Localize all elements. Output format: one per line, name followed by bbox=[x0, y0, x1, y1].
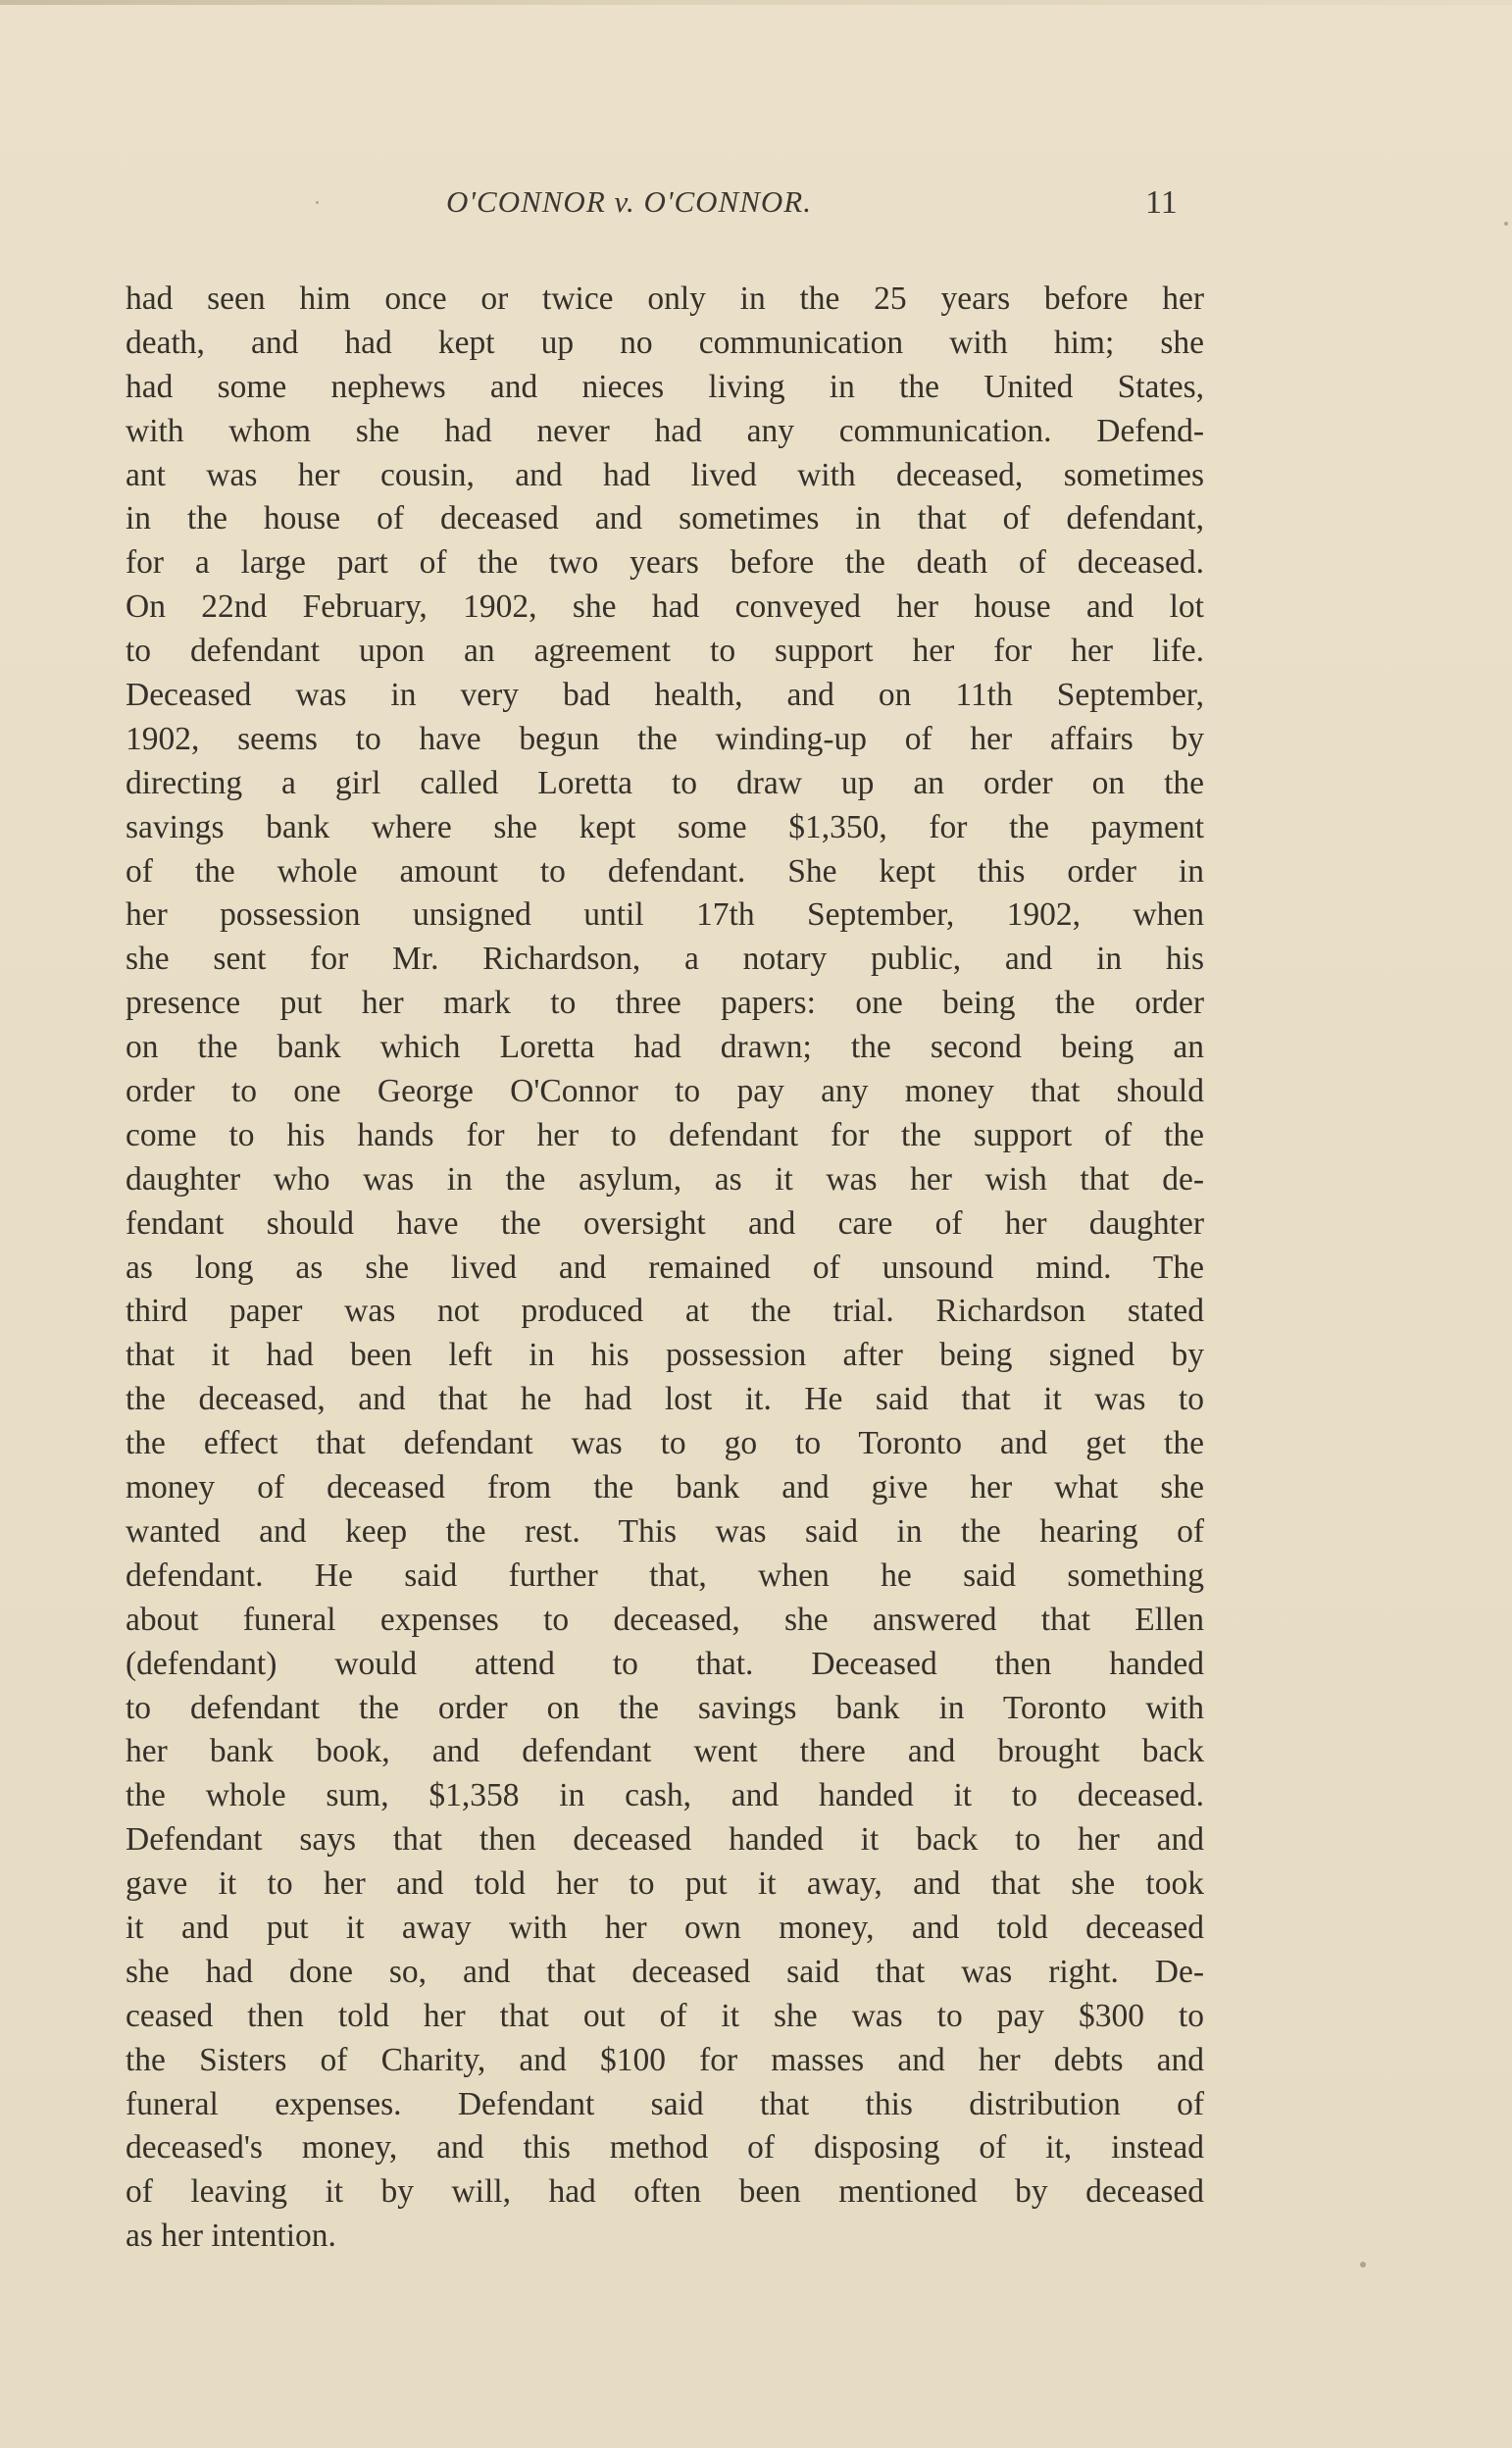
text-line: to defendant upon an agreement to support her for her life. bbox=[126, 633, 1204, 670]
text-line: gave it to her and told her to put it away, and that she took bbox=[126, 1865, 1204, 1903]
text-line: had seen him once or twice only in the 25 years before her bbox=[126, 280, 1204, 317]
text-line: the Sisters of Charity, and $100 for masses and her debts and bbox=[126, 2041, 1204, 2078]
text-line: of the whole amount to defendant. She kept this order in bbox=[126, 852, 1204, 890]
text-line: (defendant) would attend to that. Deceased then handed bbox=[126, 1645, 1204, 1682]
text-line: Deceased was in very bad health, and on 11th September, bbox=[126, 677, 1204, 714]
paper-speck bbox=[1504, 222, 1508, 226]
text-line: with whom she had never had any communication. Defend- bbox=[126, 412, 1204, 449]
text-line: savings bank where she kept some $1,350, for the payment bbox=[126, 808, 1204, 845]
text-line: money of deceased from the bank and give her what she bbox=[126, 1469, 1204, 1506]
text-line: to defendant the order on the savings bank in Toronto with bbox=[126, 1689, 1204, 1726]
text-line: for a large part of the two years before the death of deceased. bbox=[126, 544, 1204, 582]
text-line: come to his hands for her to defendant for the support of the bbox=[126, 1116, 1204, 1153]
text-line: order to one George O'Connor to pay any money that should bbox=[126, 1073, 1204, 1110]
paper-speck bbox=[1360, 2262, 1366, 2268]
text-line: she had done so, and that deceased said that was right. De- bbox=[126, 1953, 1204, 1990]
text-line: Defendant says that then deceased handed it back to her and bbox=[126, 1821, 1204, 1859]
text-line: about funeral expenses to deceased, she answered that Ellen bbox=[126, 1601, 1204, 1638]
text-line: the whole sum, $1,358 in cash, and handed it to deceased. bbox=[126, 1777, 1204, 1814]
text-line: funeral expenses. Defendant said that this distribution of bbox=[126, 2085, 1204, 2122]
text-line: in the house of deceased and sometimes in that of defendant, bbox=[126, 500, 1204, 537]
text-line: wanted and keep the rest. This was said in the hearing of bbox=[126, 1512, 1204, 1550]
text-line: the deceased, and that he had lost it. He said that it was to bbox=[126, 1381, 1204, 1418]
text-line: presence put her mark to three papers: one being the order bbox=[126, 985, 1204, 1022]
text-line: that it had been left in his possession after being signed by bbox=[126, 1337, 1204, 1374]
text-line: deceased's money, and this method of disposing of it, instead bbox=[126, 2129, 1204, 2167]
text-line: on the bank which Loretta had drawn; the second being an bbox=[126, 1029, 1204, 1066]
text-line: her possession unsigned until 17th September, 1902, when bbox=[126, 896, 1204, 934]
text-line: On 22nd February, 1902, she had conveyed her house and lot bbox=[126, 588, 1204, 626]
text-line: defendant. He said further that, when he said something bbox=[126, 1556, 1204, 1594]
text-line: as her intention. bbox=[126, 2218, 336, 2255]
text-line: third paper was not produced at the trial. Richardson stated bbox=[126, 1293, 1204, 1330]
text-line: fendant should have the oversight and care of her daughter bbox=[126, 1204, 1204, 1242]
text-line: had some nephews and nieces living in the United States, bbox=[126, 368, 1204, 405]
text-line: directing a girl called Loretta to draw up an order on the bbox=[126, 764, 1204, 801]
text-line: daughter who was in the asylum, as it was her wish that de- bbox=[126, 1160, 1204, 1198]
running-title: O'CONNOR v. O'CONNOR. bbox=[446, 184, 812, 219]
text-line: her bank book, and defendant went there and brought back bbox=[126, 1733, 1204, 1770]
text-line: of leaving it by will, had often been mentioned by deceased bbox=[126, 2173, 1204, 2211]
running-head bbox=[0, 184, 1512, 243]
text-line: as long as she lived and remained of unsound mind. The bbox=[126, 1249, 1204, 1286]
text-line: death, and had kept up no communication with him; she bbox=[126, 324, 1204, 361]
page-number: 11 bbox=[1145, 184, 1178, 221]
text-line: the effect that defendant was to go to Toronto and get the bbox=[126, 1425, 1204, 1462]
page-top-edge bbox=[0, 0, 1512, 5]
text-line: she sent for Mr. Richardson, a notary public, and in his bbox=[126, 941, 1204, 978]
paper-speck bbox=[316, 201, 319, 204]
text-line: ceased then told her that out of it she was to pay $300 to bbox=[126, 1997, 1204, 2034]
body-text bbox=[126, 278, 1204, 2259]
text-line: it and put it away with her own money, and told deceased bbox=[126, 1909, 1204, 1946]
text-line: 1902, seems to have begun the winding-up of her affairs by bbox=[126, 720, 1204, 757]
text-line: ant was her cousin, and had lived with deceased, sometimes bbox=[126, 456, 1204, 493]
